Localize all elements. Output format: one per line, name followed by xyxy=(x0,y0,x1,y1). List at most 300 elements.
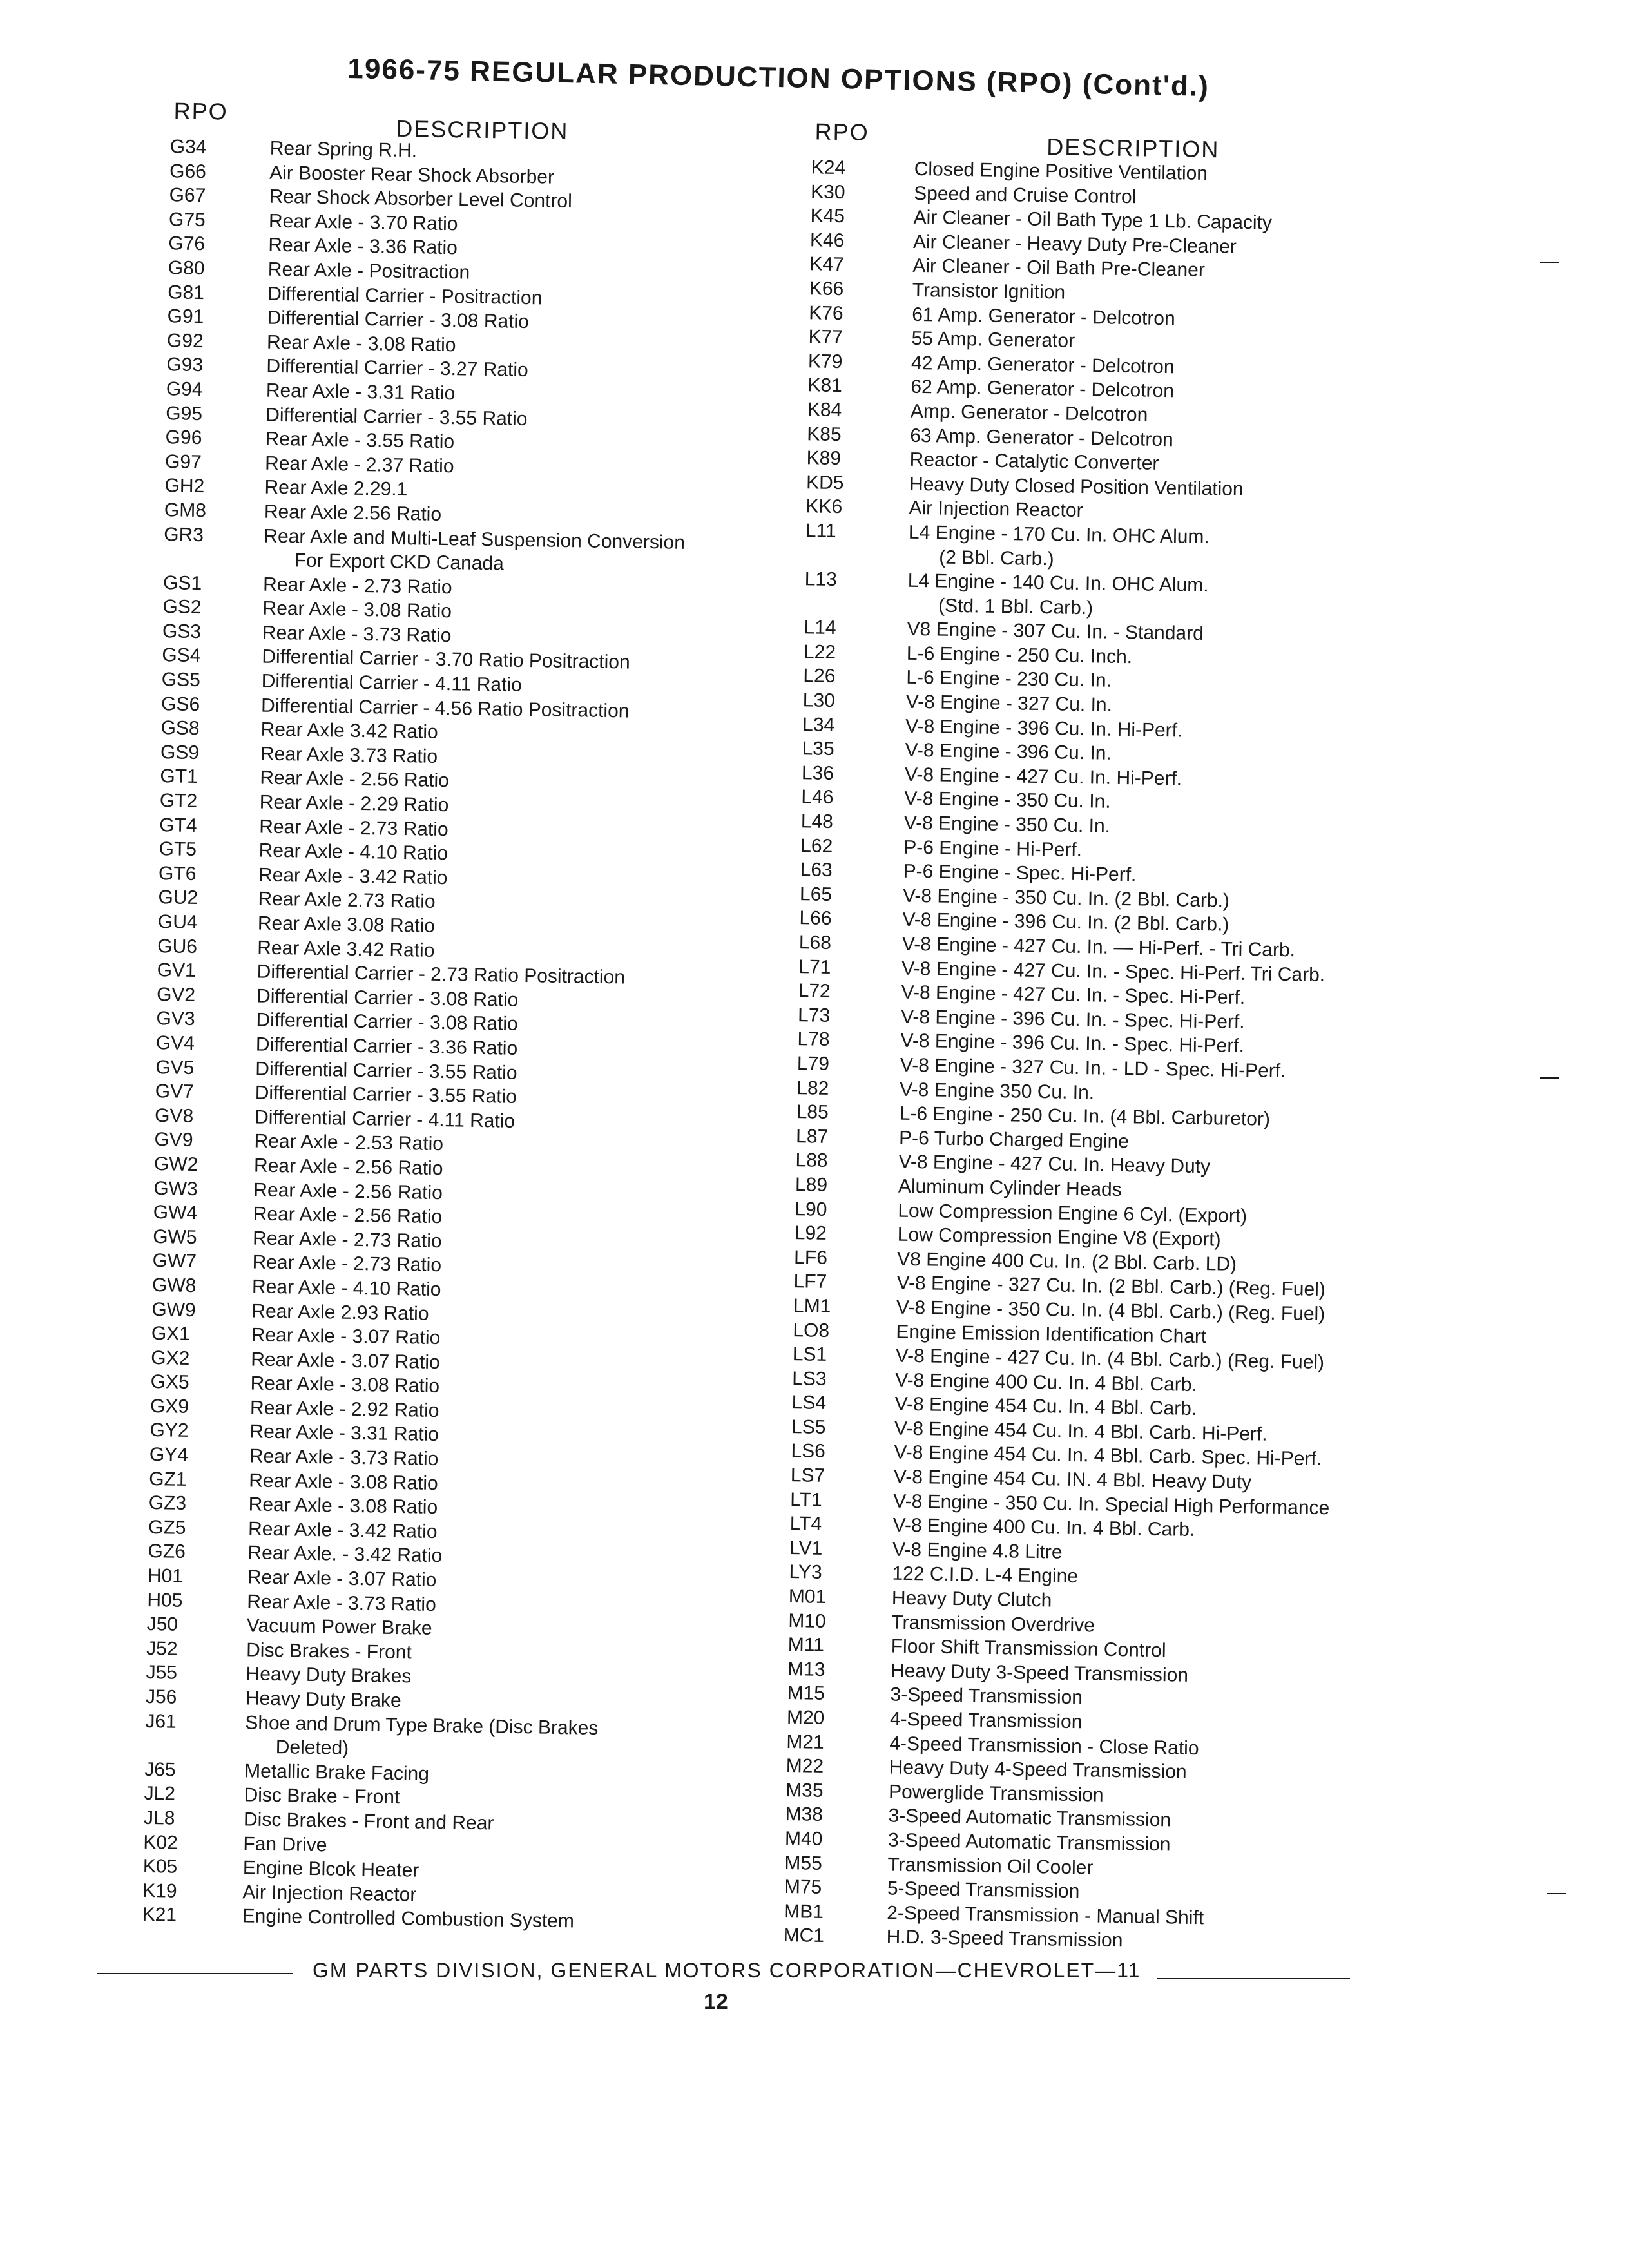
rpo-code: LS5 xyxy=(791,1416,826,1438)
rpo-code: G75 xyxy=(168,209,206,231)
option-description: Rear Axle - 3.08 Ratio xyxy=(249,1470,438,1494)
option-description: Engine Blcok Heater xyxy=(242,1857,419,1881)
option-description: Rear Axle - 4.10 Ratio xyxy=(251,1276,441,1300)
rpo-code: LV1 xyxy=(789,1537,823,1559)
rpo-code: GS1 xyxy=(162,572,202,594)
rpo-code: M35 xyxy=(785,1779,824,1802)
rpo-code: L89 xyxy=(795,1174,828,1196)
option-description: Low Compression Engine 6 Cyl. (Export) xyxy=(898,1200,1248,1227)
option-description: Rear Axle - 3.08 Ratio xyxy=(266,331,456,356)
rpo-code: G94 xyxy=(166,378,203,401)
rpo-code: K84 xyxy=(807,399,842,421)
option-description: V-8 Engine 454 Cu. IN. 4 Bbl. Heavy Duty xyxy=(893,1466,1252,1494)
option-description: V-8 Engine - 396 Cu. In. (2 Bbl. Carb.) xyxy=(902,909,1229,936)
margin-mark xyxy=(1540,1077,1559,1079)
rpo-code: GX2 xyxy=(151,1347,190,1369)
option-description: Rear Axle - 2.56 Ratio xyxy=(253,1179,443,1204)
option-description: L4 Engine - 170 Cu. In. OHC Alum. xyxy=(908,521,1210,548)
option-description: Rear Axle. - 3.42 Ratio xyxy=(247,1542,443,1567)
option-description: Rear Axle - 2.73 Ratio xyxy=(262,573,452,598)
rpo-code: J61 xyxy=(145,1710,177,1733)
rpo-code: GR3 xyxy=(164,523,204,546)
option-description: V-8 Engine 454 Cu. In. 4 Bbl. Carb. Hi-Perf. xyxy=(894,1418,1268,1445)
rpo-code: L62 xyxy=(800,834,833,857)
rpo-code: H05 xyxy=(147,1589,183,1611)
rpo-code: M13 xyxy=(787,1658,825,1680)
rpo-code: GS3 xyxy=(162,620,202,642)
rpo-code: L26 xyxy=(803,665,836,687)
rpo-code: GW7 xyxy=(152,1250,197,1273)
option-description: Reactor - Catalytic Converter xyxy=(909,448,1159,474)
rpo-code: GX1 xyxy=(151,1323,191,1345)
option-description: Low Compression Engine V8 (Export) xyxy=(897,1224,1221,1251)
rpo-code: L36 xyxy=(801,762,834,784)
option-description: Speed and Cruise Control xyxy=(913,182,1137,207)
option-description: Differential Carrier - 4.11 Ratio xyxy=(261,670,523,696)
option-description: V-8 Engine - 350 Cu. In. (2 Bbl. Carb.) xyxy=(902,885,1230,912)
option-description: Rear Axle - 2.56 Ratio xyxy=(253,1155,443,1180)
option-description: 55 Amp. Generator xyxy=(911,327,1075,352)
option-description: Powerglide Transmission xyxy=(888,1781,1104,1806)
rpo-code: GV3 xyxy=(156,1008,195,1030)
option-description: 63 Amp. Generator - Delcotron xyxy=(910,425,1174,450)
rpo-code: L48 xyxy=(800,811,834,833)
rpo-code: GS5 xyxy=(161,669,201,691)
rpo-code: GT5 xyxy=(159,838,197,861)
rpo-code: H01 xyxy=(147,1565,184,1587)
rpo-code: G92 xyxy=(166,329,204,352)
margin-mark xyxy=(1540,262,1559,263)
rpo-code: K21 xyxy=(142,1904,177,1927)
rpo-code: K66 xyxy=(809,278,844,300)
option-description: Differential Carrier - 3.55 Ratio xyxy=(255,1058,517,1084)
rpo-code: M21 xyxy=(786,1731,825,1753)
option-description: Rear Axle - 2.37 Ratio xyxy=(264,452,454,477)
rpo-code: K76 xyxy=(808,302,843,324)
option-description: Rear Axle - 3.70 Ratio xyxy=(268,210,458,235)
option-description: Rear Shock Absorber Level Control xyxy=(269,186,573,213)
option-description: 42 Amp. Generator - Delcotron xyxy=(911,352,1175,378)
option-description: L-6 Engine - 250 Cu. Inch. xyxy=(906,642,1133,668)
option-description: V-8 Engine - 427 Cu. In. (4 Bbl. Carb.) (Reg. Fuel) xyxy=(895,1345,1325,1374)
rpo-code: L22 xyxy=(803,641,836,663)
rpo-column-heading: RPO xyxy=(173,97,228,125)
rpo-code: GV5 xyxy=(155,1056,195,1079)
option-description: Disc Brake - Front xyxy=(244,1784,400,1809)
rpo-code: MB1 xyxy=(784,1900,824,1923)
option-description-continued: (Std. 1 Bbl. Carb.) xyxy=(938,595,1094,619)
option-description: Differential Carrier - 3.08 Ratio xyxy=(267,307,530,333)
rpo-code: LM1 xyxy=(793,1295,831,1317)
option-description: V-8 Engine - 327 Cu. In. - LD - Spec. Hi-Perf. xyxy=(900,1054,1286,1082)
option-description-continued: Deleted) xyxy=(275,1736,349,1760)
rpo-code: G97 xyxy=(164,450,202,473)
option-description: Heavy Duty Closed Position Ventilation xyxy=(909,473,1244,500)
rpo-code: GS6 xyxy=(160,693,200,715)
option-description: Rear Axle 3.08 Ratio xyxy=(257,912,436,937)
rpo-code: J50 xyxy=(146,1613,178,1635)
rpo-code: K79 xyxy=(807,351,843,372)
rpo-code: K02 xyxy=(143,1831,178,1854)
option-description: 4-Speed Transmission - Close Ratio xyxy=(889,1733,1199,1759)
option-description: Rear Axle 3.42 Ratio xyxy=(257,937,435,961)
option-description: V-8 Engine - 327 Cu. In. xyxy=(905,691,1113,716)
rpo-code: G80 xyxy=(168,257,205,280)
option-description: Transmission Oil Cooler xyxy=(887,1854,1094,1879)
rpo-column-heading: RPO xyxy=(815,118,869,146)
rpo-code: GX5 xyxy=(150,1371,189,1394)
rpo-code: GS9 xyxy=(160,741,200,764)
rpo-code: GW9 xyxy=(151,1298,197,1321)
option-description: Rear Axle 2.56 Ratio xyxy=(264,501,442,525)
option-description: Rear Axle - 2.56 Ratio xyxy=(260,767,450,792)
rpo-code: K47 xyxy=(809,253,845,276)
option-description: Rear Axle 3.73 Ratio xyxy=(260,743,438,767)
rpo-code: GT6 xyxy=(158,862,197,885)
option-description: P-6 Engine - Hi-Perf. xyxy=(903,836,1083,861)
option-description: P-6 Turbo Charged Engine xyxy=(898,1127,1130,1153)
option-description: Air Injection Reactor xyxy=(242,1881,417,1906)
rpo-code: KK6 xyxy=(805,495,843,518)
rpo-code: LF6 xyxy=(793,1246,828,1269)
option-description: Rear Axle - 3.08 Ratio xyxy=(250,1372,440,1398)
option-description: Rear Axle - 3.07 Ratio xyxy=(251,1324,441,1349)
rpo-code: GV9 xyxy=(154,1129,193,1151)
option-description: Differential Carrier - 3.55 Ratio xyxy=(265,404,528,430)
option-description: V-8 Engine 400 Cu. In. 4 Bbl. Carb. xyxy=(894,1369,1198,1396)
option-description: Rear Axle - 3.73 Ratio xyxy=(247,1591,437,1615)
option-description: Heavy Duty Brakes xyxy=(246,1663,412,1687)
option-description: Differential Carrier - 3.08 Ratio xyxy=(256,985,519,1011)
rpo-code: GW4 xyxy=(153,1202,198,1224)
rpo-code: GX9 xyxy=(149,1395,189,1418)
rpo-code: GW8 xyxy=(151,1274,197,1297)
option-description: V8 Engine - 307 Cu. In. - Standard xyxy=(907,619,1204,645)
option-description: V-8 Engine - 427 Cu. In. - Spec. Hi-Perf. Tri Carb. xyxy=(901,957,1325,986)
margin-mark xyxy=(1547,1893,1566,1894)
option-description: Rear Axle - 3.08 Ratio xyxy=(248,1494,438,1519)
rpo-code: L85 xyxy=(796,1101,829,1124)
option-description: Air Injection Reactor xyxy=(909,497,1083,522)
rpo-code: K05 xyxy=(142,1856,178,1878)
option-description: Rear Axle - 2.73 Ratio xyxy=(252,1251,442,1276)
option-description: V-8 Engine 454 Cu. In. 4 Bbl. Carb. Spec. Hi-Perf. xyxy=(894,1442,1322,1470)
option-description: Shoe and Drum Type Brake (Disc Brakes xyxy=(245,1711,599,1739)
rpo-code: GU6 xyxy=(157,935,198,957)
rpo-code: L66 xyxy=(799,907,832,930)
rpo-code: GY2 xyxy=(149,1419,189,1442)
description-column-heading: DESCRIPTION xyxy=(395,115,569,144)
option-description: V-8 Engine - 350 Cu. In. xyxy=(903,812,1111,837)
option-description: Rear Axle - 2.73 Ratio xyxy=(252,1227,442,1252)
rpo-code: M75 xyxy=(784,1876,822,1899)
rpo-code: L14 xyxy=(804,617,836,639)
option-description: H.D. 3-Speed Transmission xyxy=(886,1926,1123,1952)
rpo-code: GU4 xyxy=(157,911,198,934)
option-description: L-6 Engine - 250 Cu. In. (4 Bbl. Carburetor) xyxy=(899,1102,1271,1130)
rpo-code: LY3 xyxy=(789,1561,822,1584)
rpo-code: G81 xyxy=(167,281,205,303)
rpo-code: L82 xyxy=(796,1077,829,1099)
option-description: V-8 Engine - 327 Cu. In. (2 Bbl. Carb.) (Reg. Fuel) xyxy=(896,1272,1326,1301)
option-description: Engine Controlled Combustion System xyxy=(242,1905,575,1932)
option-description: V-8 Engine - 396 Cu. In. - Spec. Hi-Perf. xyxy=(900,1006,1245,1033)
rpo-code: M22 xyxy=(786,1755,824,1778)
rpo-code: M01 xyxy=(788,1586,827,1608)
rpo-code: GV7 xyxy=(155,1081,195,1103)
rpo-code: J56 xyxy=(145,1686,177,1708)
option-description: 3-Speed Automatic Transmission xyxy=(888,1805,1171,1831)
rpo-code: L35 xyxy=(802,738,834,760)
rpo-code: GV4 xyxy=(155,1032,195,1054)
option-description: L-6 Engine - 230 Cu. In. xyxy=(906,667,1112,692)
option-description: Disc Brakes - Front xyxy=(246,1639,412,1664)
rpo-code: GZ1 xyxy=(149,1468,187,1490)
option-description: Disc Brakes - Front and Rear xyxy=(243,1809,494,1834)
option-description: Transmission Overdrive xyxy=(891,1611,1095,1637)
rpo-code: L63 xyxy=(800,859,833,881)
rpo-code: K30 xyxy=(810,180,845,203)
rpo-code: K24 xyxy=(811,157,846,179)
option-description: Rear Axle 2.29.1 xyxy=(264,476,408,501)
option-description: Rear Axle - 2.73 Ratio xyxy=(258,816,448,840)
page-title: 1966-75 REGULAR PRODUCTION OPTIONS (RPO) (Cont'd.) xyxy=(347,53,1210,103)
option-description: Rear Axle - 3.07 Ratio xyxy=(247,1566,437,1591)
option-description: Differential Carrier - Positraction xyxy=(267,283,543,309)
rpo-code: L87 xyxy=(795,1125,829,1148)
rpo-code: M55 xyxy=(784,1852,823,1874)
rpo-code: M20 xyxy=(786,1707,825,1729)
option-description: Air Cleaner - Heavy Duty Pre-Cleaner xyxy=(912,231,1237,258)
rpo-code: LT4 xyxy=(789,1513,822,1535)
option-description: Rear Spring R.H. xyxy=(269,137,418,162)
rpo-code: G95 xyxy=(166,402,203,425)
option-description: V-8 Engine 4.8 Litre xyxy=(892,1539,1063,1563)
rpo-code: GS2 xyxy=(162,596,202,619)
option-description: Rear Axle - 3.73 Ratio xyxy=(262,622,452,647)
rpo-code: GW2 xyxy=(153,1153,198,1176)
option-description: P-6 Engine - Spec. Hi-Perf. xyxy=(903,860,1137,886)
rpo-code: GV8 xyxy=(154,1104,194,1127)
option-description: Rear Axle - 3.42 Ratio xyxy=(247,1518,438,1542)
rpo-code: M10 xyxy=(788,1610,826,1632)
rpo-code: L65 xyxy=(799,883,833,905)
option-description: V-8 Engine 400 Cu. In. 4 Bbl. Carb. xyxy=(892,1514,1195,1541)
option-description: V-8 Engine - 396 Cu. In. - Spec. Hi-Perf. xyxy=(900,1030,1245,1057)
rpo-code: LS1 xyxy=(792,1343,827,1366)
option-description-continued: For Export CKD Canada xyxy=(294,550,505,575)
rpo-code: L72 xyxy=(798,980,831,1003)
rpo-code: K19 xyxy=(142,1879,177,1902)
option-description: Transistor Ignition xyxy=(912,279,1066,303)
rpo-code: K45 xyxy=(810,205,845,227)
option-description: Differential Carrier - 3.36 Ratio xyxy=(255,1033,518,1059)
option-description: Rear Axle - 3.07 Ratio xyxy=(250,1349,440,1373)
rpo-code: L73 xyxy=(797,1004,831,1026)
rpo-code: G96 xyxy=(165,427,202,449)
option-description: V-8 Engine 350 Cu. In. xyxy=(900,1079,1095,1103)
option-description: Differential Carrier - 3.08 Ratio xyxy=(256,1009,519,1035)
option-description: Fan Drive xyxy=(243,1832,327,1856)
option-description: 2-Speed Transmission - Manual Shift xyxy=(886,1902,1204,1928)
option-description: Rear Axle - 3.31 Ratio xyxy=(249,1421,439,1446)
rpo-code: GH2 xyxy=(164,475,205,497)
rpo-code: G66 xyxy=(169,160,207,182)
option-description: Differential Carrier - 3.55 Ratio xyxy=(255,1082,517,1108)
footer-rule-right xyxy=(1157,1978,1350,1979)
option-description: V-8 Engine - 427 Cu. In. — Hi-Perf. - Tri Carb. xyxy=(901,933,1296,961)
rpo-code: LT1 xyxy=(790,1488,823,1511)
option-description: Aluminum Cylinder Heads xyxy=(898,1175,1122,1201)
right-column xyxy=(728,117,1530,1959)
rpo-code: M11 xyxy=(787,1634,825,1657)
rpo-code: J65 xyxy=(144,1758,176,1781)
option-description: Rear Axle - 2.53 Ratio xyxy=(254,1130,444,1155)
option-description: Vacuum Power Brake xyxy=(246,1615,432,1640)
rpo-code: M15 xyxy=(787,1682,825,1705)
rpo-code: GW5 xyxy=(152,1225,197,1248)
rpo-code: GZ3 xyxy=(148,1492,187,1515)
option-description: Rear Axle 2.93 Ratio xyxy=(251,1300,429,1325)
rpo-code: L34 xyxy=(802,713,835,736)
option-description: Differential Carrier - 3.27 Ratio xyxy=(266,355,528,381)
rpo-code: KD5 xyxy=(805,471,844,494)
rpo-code: GV2 xyxy=(156,983,196,1006)
rpo-code: LS3 xyxy=(792,1367,827,1390)
option-description: 3-Speed Transmission xyxy=(890,1684,1083,1709)
rpo-code: GV1 xyxy=(157,959,196,982)
option-description: 3-Speed Automatic Transmission xyxy=(887,1829,1171,1856)
option-description: V-8 Engine - 427 Cu. In. Heavy Duty xyxy=(898,1151,1211,1178)
option-description: V-8 Engine - 350 Cu. In. Special High Performance xyxy=(893,1490,1330,1519)
rpo-code: LO8 xyxy=(793,1319,830,1341)
option-description: 5-Speed Transmission xyxy=(887,1878,1080,1903)
rpo-code: J52 xyxy=(146,1637,178,1660)
option-description: Engine Emission Identification Chart xyxy=(896,1321,1207,1347)
rpo-code: GZ5 xyxy=(148,1516,186,1539)
option-description: Rear Axle - 4.10 Ratio xyxy=(258,840,448,865)
rpo-code: JL8 xyxy=(143,1807,175,1829)
option-description-continued: (2 Bbl. Carb.) xyxy=(939,546,1054,570)
rpo-code: L68 xyxy=(798,932,832,954)
option-description: Heavy Duty Brake xyxy=(245,1687,401,1712)
option-description: Heavy Duty 4-Speed Transmission xyxy=(889,1756,1187,1783)
rpo-code: L88 xyxy=(795,1149,828,1172)
rpo-code: L46 xyxy=(801,786,834,809)
rpo-code: K89 xyxy=(806,447,842,470)
rpo-code: K85 xyxy=(807,423,842,445)
option-description: Differential Carrier - 4.56 Ratio Positraction xyxy=(260,695,630,722)
option-description: 62 Amp. Generator - Delcotron xyxy=(911,376,1175,402)
rpo-code: G67 xyxy=(169,184,206,207)
rpo-code: L30 xyxy=(802,689,836,712)
rpo-code: M40 xyxy=(784,1827,823,1850)
rpo-code: M38 xyxy=(785,1803,824,1826)
footer-rule-left xyxy=(97,1973,293,1974)
option-description: Rear Axle 3.42 Ratio xyxy=(260,718,438,744)
rpo-code: L92 xyxy=(794,1222,827,1245)
option-description: V-8 Engine - 427 Cu. In. Hi-Perf. xyxy=(904,764,1182,790)
option-description: 122 C.I.D. L-4 Engine xyxy=(892,1563,1079,1588)
option-description: V-8 Engine - 350 Cu. In. xyxy=(904,788,1111,813)
option-description: Rear Axle - 2.92 Ratio xyxy=(249,1397,439,1421)
rpo-code: K77 xyxy=(808,326,843,349)
option-description: Rear Axle - 3.73 Ratio xyxy=(249,1445,439,1470)
page-number: 12 xyxy=(704,1990,728,2014)
rpo-code: K81 xyxy=(807,374,843,397)
rpo-code: GY4 xyxy=(149,1444,189,1466)
option-description: Air Booster Rear Shock Absorber xyxy=(269,162,555,188)
rpo-code: J55 xyxy=(146,1662,178,1684)
rpo-code: L71 xyxy=(798,956,831,978)
rpo-code: GT2 xyxy=(159,790,198,812)
option-description: V-8 Engine - 396 Cu. In. xyxy=(905,739,1112,765)
rpo-code: G76 xyxy=(168,233,206,255)
rpo-code: GM8 xyxy=(164,499,207,522)
rpo-code: LS6 xyxy=(791,1440,826,1463)
option-description: Rear Axle - Positraction xyxy=(267,258,470,284)
rpo-code: GS8 xyxy=(160,717,200,740)
option-description: V8 Engine 400 Cu. In. (2 Bbl. Carb. LD) xyxy=(896,1248,1237,1275)
option-description: 61 Amp. Generator - Delcotron xyxy=(911,303,1175,329)
option-description: Air Cleaner - Oil Bath Pre-Cleaner xyxy=(912,255,1206,282)
option-description: V-8 Engine - 396 Cu. In. Hi-Perf. xyxy=(905,715,1183,742)
rpo-code: GS4 xyxy=(162,644,201,667)
rpo-code: GZ6 xyxy=(148,1541,186,1563)
option-description: Rear Axle - 3.42 Ratio xyxy=(258,864,448,889)
option-description: Rear Axle - 3.31 Ratio xyxy=(265,380,456,405)
option-description: V-8 Engine - 350 Cu. In. (4 Bbl. Carb.) (Reg. Fuel) xyxy=(896,1296,1325,1325)
rpo-code: G91 xyxy=(167,305,204,328)
option-description: Rear Axle - 2.29 Ratio xyxy=(259,791,449,816)
option-description: Heavy Duty Clutch xyxy=(891,1587,1052,1611)
rpo-code: GU2 xyxy=(158,887,198,909)
rpo-code: L13 xyxy=(804,568,838,591)
rpo-code: K46 xyxy=(809,229,845,251)
option-description: Differential Carrier - 3.70 Ratio Positraction xyxy=(262,646,630,674)
rpo-code: GT4 xyxy=(159,814,197,836)
rpo-code: LF7 xyxy=(793,1271,827,1293)
option-description: Air Cleaner - Oil Bath Type 1 Lb. Capacity xyxy=(913,207,1273,234)
option-description: V-8 Engine - 427 Cu. In. - Spec. Hi-Perf. xyxy=(901,981,1246,1009)
footer-text: GM PARTS DIVISION, GENERAL MOTORS CORPORATION—CHEVROLET—11 xyxy=(313,1959,1141,1982)
option-description: 4-Speed Transmission xyxy=(889,1708,1083,1733)
rpo-code: G93 xyxy=(166,354,204,376)
rpo-code: L11 xyxy=(805,520,837,542)
option-description: Heavy Duty 3-Speed Transmission xyxy=(890,1660,1189,1686)
rpo-code: MC1 xyxy=(783,1925,825,1947)
option-description: Floor Shift Transmission Control xyxy=(891,1635,1166,1662)
option-description: Rear Axle - 3.55 Ratio xyxy=(265,428,455,453)
right-option-list xyxy=(728,155,1530,1959)
rpo-code: JL2 xyxy=(144,1783,176,1805)
page-footer xyxy=(97,1959,1514,1997)
rpo-code: L78 xyxy=(797,1028,830,1051)
option-description: L4 Engine - 140 Cu. In. OHC Alum. xyxy=(907,570,1209,597)
option-description: Differential Carrier - 2.73 Ratio Positraction xyxy=(256,961,626,988)
rpo-code: L79 xyxy=(796,1053,830,1075)
rpo-code: LS7 xyxy=(790,1465,825,1486)
rpo-code: GT1 xyxy=(160,765,198,788)
option-description: V-8 Engine 454 Cu. In. 4 Bbl. Carb. xyxy=(894,1393,1197,1420)
option-description: Rear Axle - 3.08 Ratio xyxy=(262,597,452,622)
option-description: Closed Engine Positive Ventilation xyxy=(914,158,1208,184)
rpo-code: L90 xyxy=(795,1198,827,1220)
option-description: Rear Axle 2.73 Ratio xyxy=(258,888,436,913)
option-description: Rear Axle - 2.56 Ratio xyxy=(253,1203,443,1228)
description-column-heading: DESCRIPTION xyxy=(1046,133,1220,163)
rpo-code: G34 xyxy=(169,136,207,159)
